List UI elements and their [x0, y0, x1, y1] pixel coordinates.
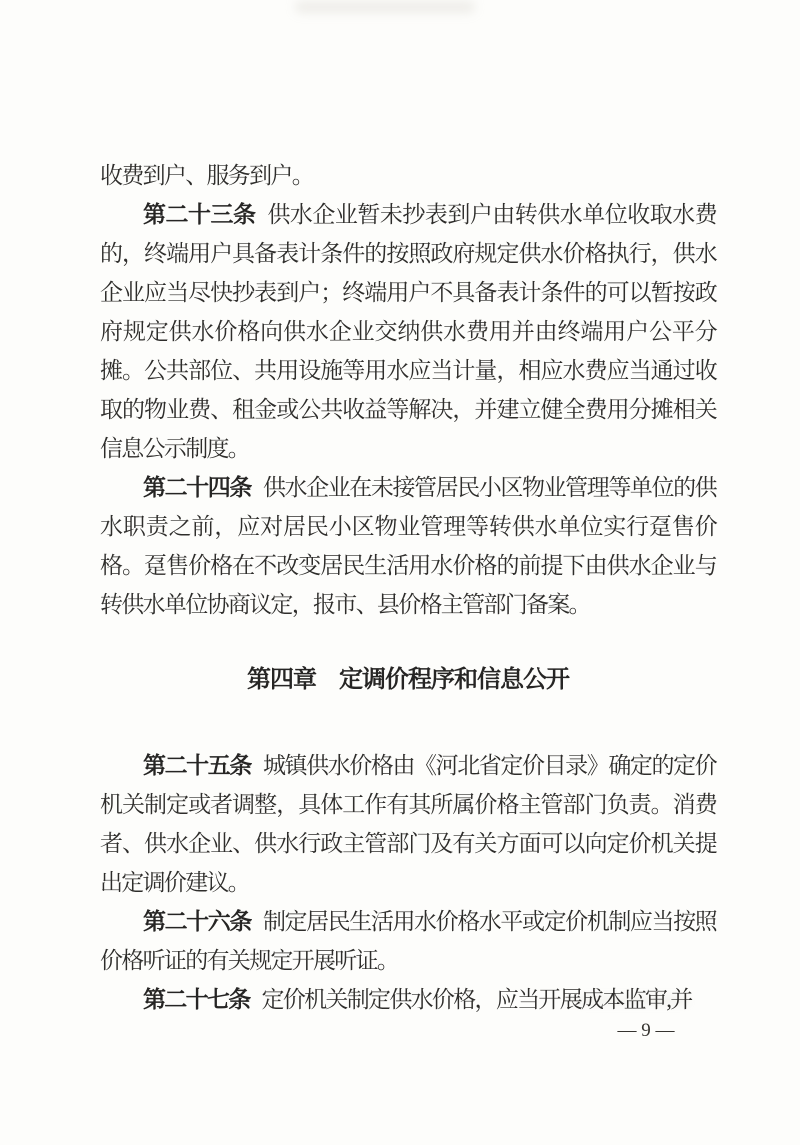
- scan-artifact-top: [295, 1, 475, 13]
- document-body: [100, 156, 716, 1019]
- article-27-label: 第二十七条: [143, 987, 250, 1012]
- article-25-label: 第二十五条: [143, 753, 251, 778]
- page-number: — 9 —: [617, 1020, 675, 1041]
- paragraph-article-24: [100, 468, 716, 624]
- article-23-text: 供水企业暂未抄表到户由转供水单位收取水费的，终端用户具备表计条件的按照政府规定供水价格执行，供水企业应当尽快抄表到户；终端用户不具备表计条件的可以暂按政府规定供水价格向供水企业交纳供水费用并由终端用户公平分摊。公共部位、共用设施等用水应当计量，相应水费应当通过收取的物业费、租金或公共收益等解决，并建立健全费用分摊相关信息公示制度。: [100, 202, 716, 461]
- paragraph-article-23: [100, 195, 716, 468]
- article-23-label: 第二十三条: [143, 202, 256, 227]
- article-24-label: 第二十四条: [143, 475, 251, 500]
- article-27-text: 定价机关制定供水价格，应当开展成本监审,并: [261, 987, 692, 1012]
- article-24-text: 供水企业在未接管居民小区物业管理等单位的供水职责之前，应对居民小区物业管理等转供水单位实行趸售价格。趸售价格在不改变居民生活用水价格的前提下由供水企业与转供水单位协商议定，报市、县价格主管部门备案。: [100, 475, 716, 617]
- article-25-text: 城镇供水价格由《河北省定价目录》确定的定价机关制定或者调整，具体工作有其所属价格主管部门负责。消费者、供水企业、供水行政主管部门及有关方面可以向定价机关提出定调价建议。: [100, 753, 716, 895]
- article-26-label: 第二十六条: [143, 909, 251, 934]
- paragraph-continuation: 收费到户、服务到户。: [100, 163, 314, 188]
- paragraph-article-26: [100, 902, 716, 980]
- article-26-text: 制定居民生活用水价格水平或定价机制应当按照价格听证的有关规定开展听证。: [100, 909, 716, 973]
- paragraph-article-25: [100, 746, 716, 902]
- chapter-heading: 第四章 定调价程序和信息公开: [247, 667, 569, 693]
- paragraph-article-27: [100, 980, 716, 1019]
